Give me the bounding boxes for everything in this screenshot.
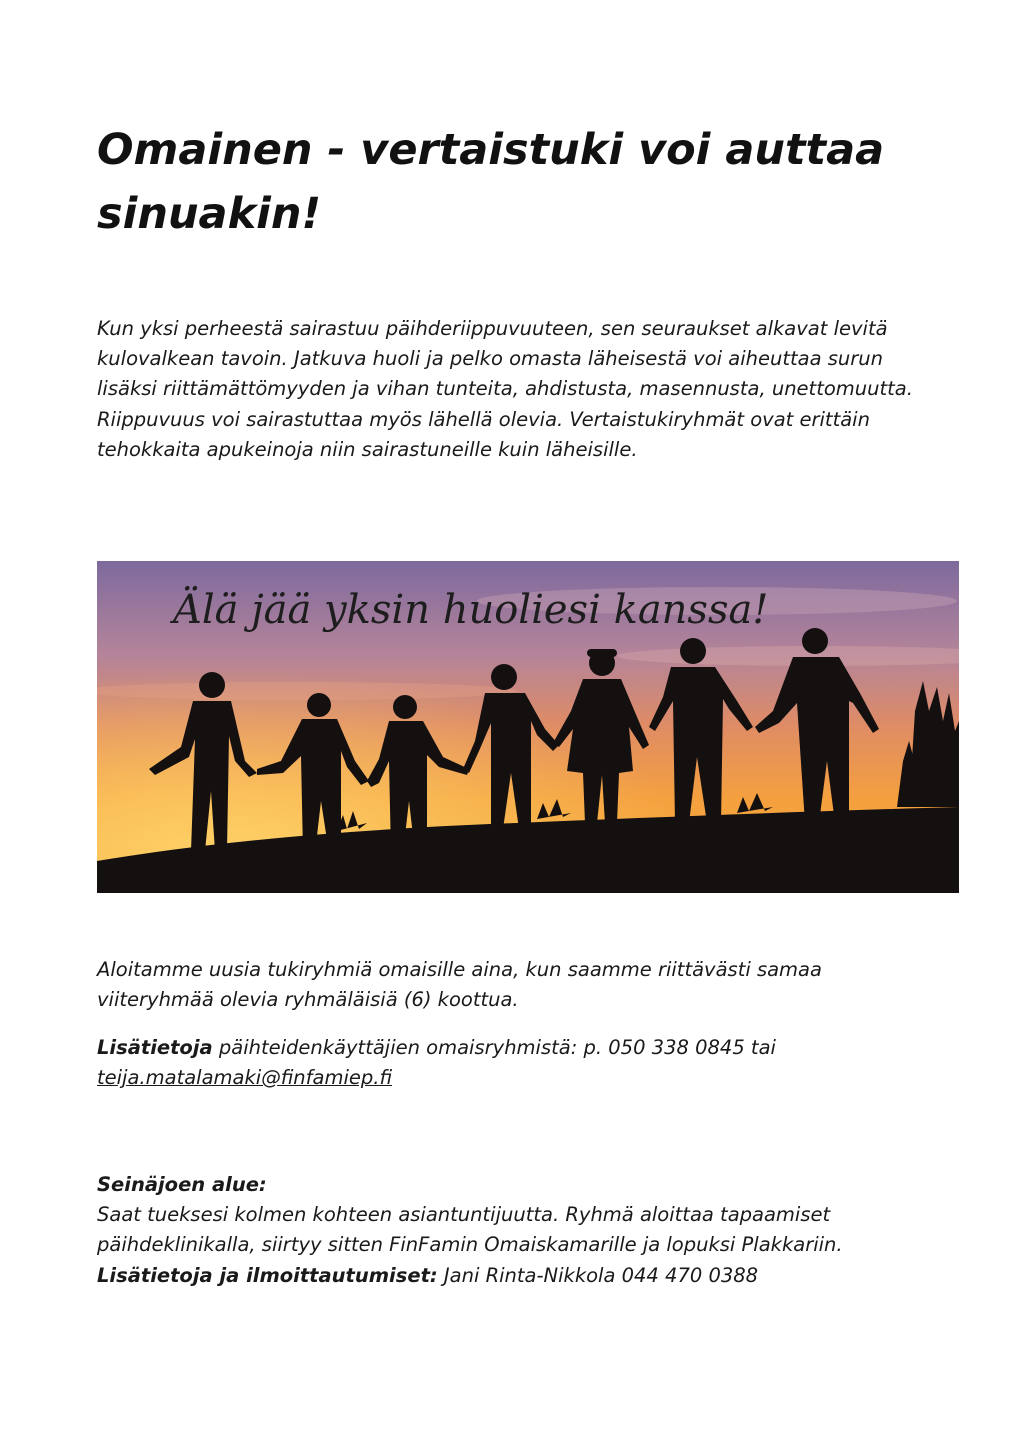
page-title: Omainen - vertaistuki voi auttaa sinuakin! [97,125,885,239]
seinajoki-section [97,1170,937,1291]
contact-label: Lisätietoja ja ilmoittautumiset: [97,1263,438,1287]
contact-text: Jani Rinta-Nikkola 044 470 0388 [437,1263,759,1287]
email-link[interactable]: teija.matalamaki@finfamiep.fi [97,1066,393,1090]
banner-image [97,561,959,893]
info-text: päihteidenkäyttäjien omaisryhmistä: p. 050 338 0845 tai [212,1036,776,1059]
intro-paragraph: Kun yksi perheestä sairastuu päihderiippuvuuteen, sen seuraukset alkavat levitä kulovalkean tavoin. Jatkuva huoli ja pelko omasta läheisestä voi aiheuttaa surun lisäksi riittämättömyyden ja vihan tunteita, ahdistusta, masennusta, unettomuutta. Riippuvuus voi sairastuttaa myös lähellä olevia. Vertaistukiryhmät ovat erittäin tehokkaita apukeinoja niin sairastuneille kuin läheisille. [97,317,913,461]
silhouette-illustration [97,561,959,893]
info-label: Lisätietoja [97,1036,213,1059]
seinajoki-text: Saat tueksesi kolmen kohteen asiantuntijuutta. Ryhmä aloittaa tapaamiset päihdeklinikalla, siirtyy sitten FinFamin Omaiskamarille ja lopuksi Plakkariin. [97,1203,843,1257]
banner-caption: Älä jää yksin huoliesi kanssa! [173,587,769,633]
groups-paragraph: Aloitamme uusia tukiryhmiä omaisille aina, kun saamme riittävästi samaa viiteryhmää olevia ryhmäläisiä (6) koottua. [97,958,822,1012]
info-paragraph [97,1033,937,1093]
seinajoki-heading: Seinäjoen alue: [97,1173,267,1196]
